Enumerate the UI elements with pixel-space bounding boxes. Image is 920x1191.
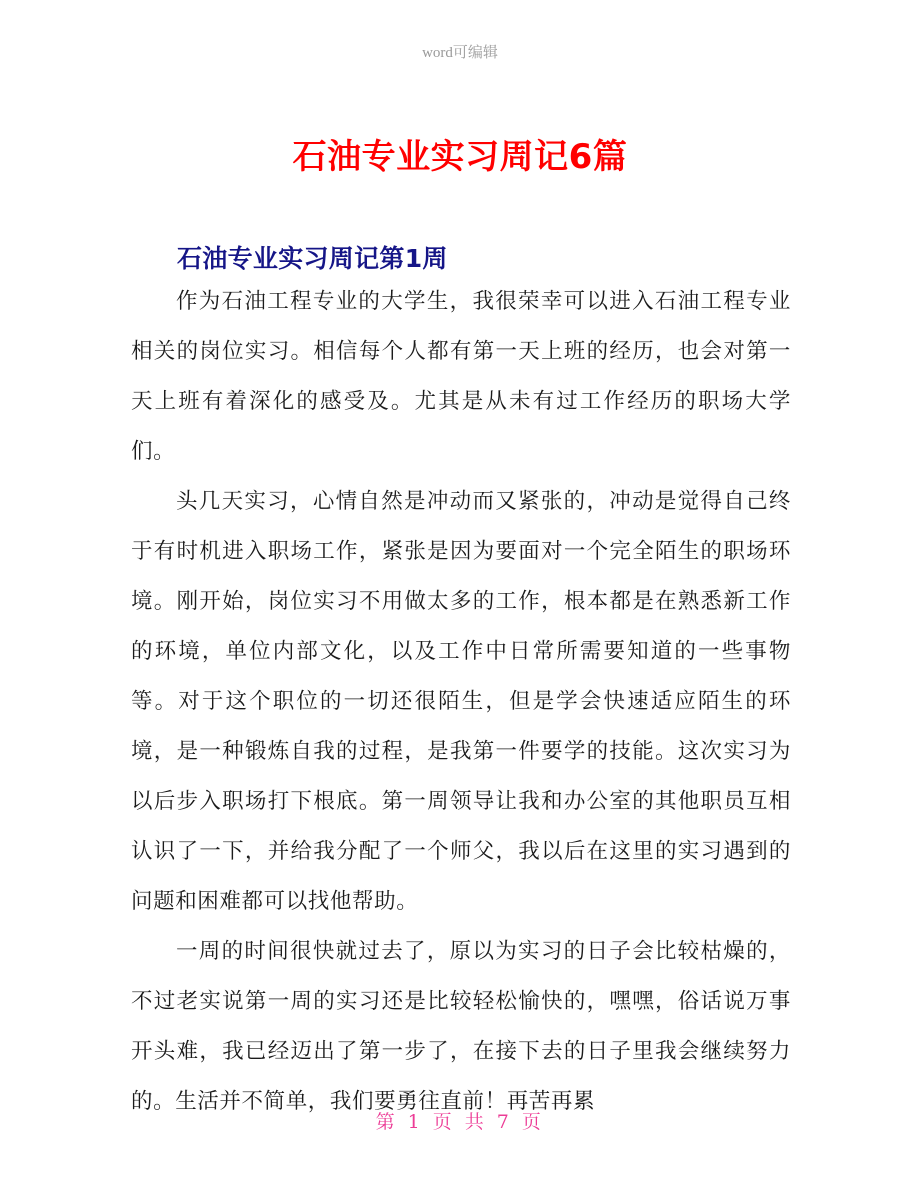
body-paragraph: 头几天实习，心情自然是冲动而又紧张的，冲动是觉得自己终于有时机进入职场工作，紧张是因为要面对一个完全陌生的职场环境。刚开始，岗位实习不用做太多的工作，根本都是在熟悉新工作的环境，单位内部文化，以及工作中日常所需要知道的一些事物等。对于这个职位的一切还很陌生，但是学会快速适应陌生的环境，是一种锻炼自我的过程，是我第一件要学的技能。这次实习为以后步入职场打下根底。第一周领导让我和办公室的其他职员互相认识了一下，并给我分配了一个师父，我以后在这里的实习遇到的问题和困难都可以找他帮助。 bbox=[131, 489, 791, 914]
section-heading-week-1: 石油专业实习周记第1周 bbox=[177, 243, 448, 273]
document-title: 石油专业实习周记6篇 bbox=[292, 136, 628, 177]
body-paragraph: 一周的时间很快就过去了，原以为实习的日子会比较枯燥的，不过老实说第一周的实习还是比较轻松愉快的，嘿嘿，俗话说万事开头难，我已经迈出了第一步了，在接下去的日子里我会继续努力的。生活并不简单，我们要勇往直前！再苦再累 bbox=[131, 939, 791, 1114]
document-body bbox=[131, 277, 791, 1127]
page-number-footer: 第 1 页 共 7 页 bbox=[375, 1111, 545, 1133]
document-header-watermark: word可编辑 bbox=[422, 45, 498, 61]
body-paragraph: 作为石油工程专业的大学生，我很荣幸可以进入石油工程专业相关的岗位实习。相信每个人都有第一天上班的经历，也会对第一天上班有着深化的感受及。尤其是从未有过工作经历的职场大学们。 bbox=[131, 289, 791, 464]
